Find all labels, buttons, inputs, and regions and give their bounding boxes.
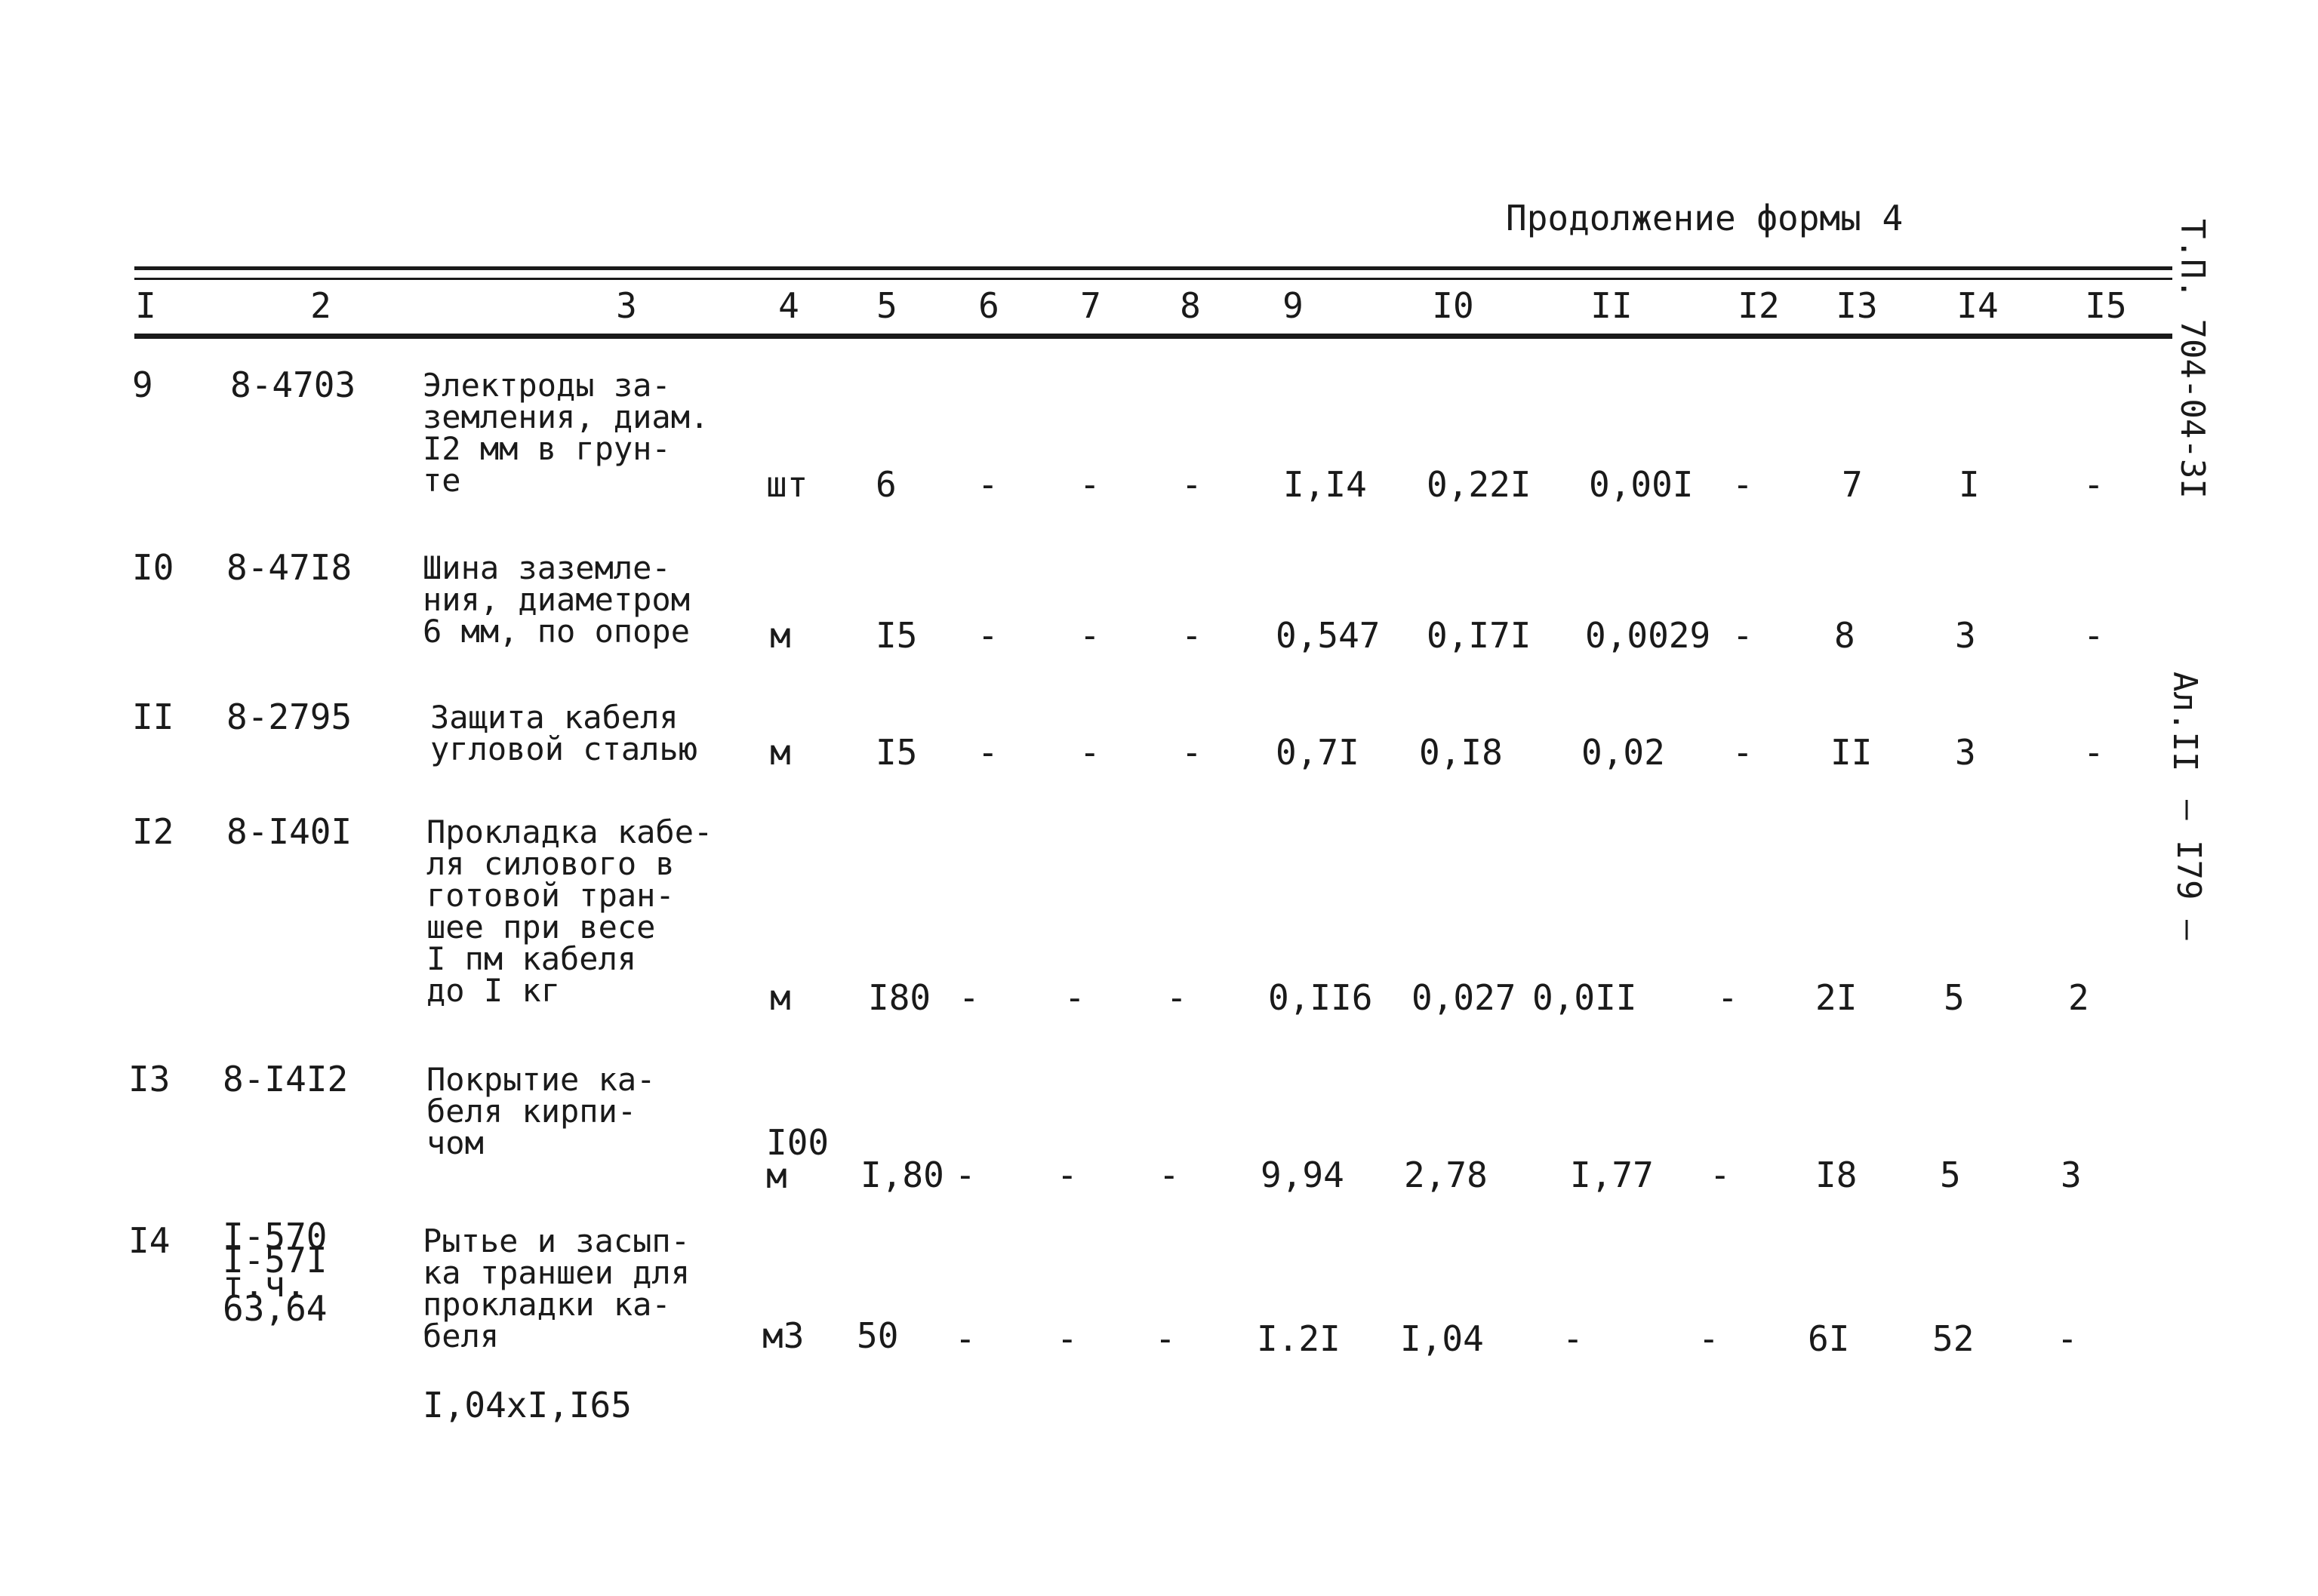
column-header: II	[1590, 285, 1633, 326]
col12-value: -	[1732, 615, 1753, 656]
col9-value: I,I4	[1283, 464, 1367, 505]
col8-value: -	[1166, 977, 1187, 1018]
column-header: I3	[1836, 285, 1878, 326]
unit: м	[770, 615, 791, 656]
work-description: Защита кабеля угловой сталью	[430, 699, 698, 767]
rate-code: 8-I40I	[226, 811, 352, 852]
col15-value: 2	[2068, 977, 2089, 1018]
col10-value: I,04	[1400, 1318, 1484, 1359]
row-number: I3	[128, 1059, 171, 1099]
column-header: 8	[1180, 285, 1201, 326]
col9-value: 0,7I	[1276, 732, 1359, 773]
quantity: I5	[876, 732, 918, 773]
column-header: I0	[1432, 285, 1474, 326]
rate-code: 8-47I8	[226, 547, 352, 588]
column-header: I	[135, 285, 156, 326]
rate-code: 8-I4I2	[223, 1059, 349, 1099]
col13-value: 6I	[1808, 1318, 1850, 1359]
col13-value: I8	[1815, 1155, 1858, 1195]
col13-value: 7	[1842, 464, 1863, 505]
column-header: 5	[876, 285, 897, 326]
col6-value: -	[955, 1155, 976, 1195]
col10-value: 0,I7I	[1427, 615, 1531, 656]
formula-note: I,04xI,I65	[423, 1385, 632, 1425]
col7-value: -	[1057, 1318, 1078, 1359]
col14-value: I	[1959, 464, 1980, 505]
col7-value: -	[1064, 977, 1085, 1018]
col9-value: 9,94	[1261, 1155, 1344, 1195]
col8-value: -	[1181, 615, 1202, 656]
side-page-number: — I79 —	[2169, 800, 2208, 940]
col12-value: -	[1732, 464, 1753, 505]
col15-value: -	[2057, 1318, 2078, 1359]
unit: м3	[762, 1315, 805, 1356]
work-description: Прокладка кабе- ля силового в готовой тран- шее при весе I пм кабеля до I кг	[426, 813, 713, 1009]
col13-value: II	[1830, 732, 1873, 773]
col7-value: -	[1079, 464, 1101, 505]
column-header: 2	[310, 285, 331, 326]
col10-value: 0,I8	[1419, 732, 1503, 773]
column-header: I5	[2085, 285, 2127, 326]
column-header: 4	[778, 285, 799, 326]
col12-value: -	[1717, 977, 1738, 1018]
unit: I00 м	[766, 1122, 830, 1196]
col11-value: I,77	[1570, 1155, 1654, 1195]
column-header: 3	[616, 285, 637, 326]
work-description: Рытье и засып- ка траншеи для прокладки ка- беля	[423, 1222, 691, 1355]
rate-code: 8-4703	[230, 364, 356, 405]
col14-value: 5	[1944, 977, 1965, 1018]
col13-value: 2I	[1815, 977, 1858, 1018]
col11-value: 0,0II	[1532, 977, 1637, 1018]
col9-value: I.2I	[1257, 1318, 1341, 1359]
col7-value: -	[1079, 615, 1101, 656]
quantity: 6	[876, 464, 897, 505]
col10-value: 2,78	[1404, 1155, 1488, 1195]
col13-value: 8	[1834, 615, 1855, 656]
quantity: I80	[868, 977, 931, 1018]
column-header: 6	[978, 285, 999, 326]
row-number: II	[132, 697, 174, 737]
header-bottom-rule	[134, 334, 2172, 339]
unit: м	[770, 732, 791, 773]
column-header: I4	[1956, 285, 1999, 326]
col12-value: -	[1710, 1155, 1731, 1195]
col6-value: -	[977, 464, 999, 505]
col12-value: -	[1698, 1318, 1719, 1359]
col8-value: -	[1181, 464, 1202, 505]
unit: шт	[766, 464, 808, 505]
column-header: I2	[1738, 285, 1780, 326]
col12-value: -	[1732, 732, 1753, 773]
column-header: 7	[1080, 285, 1101, 326]
col15-value: 3	[2061, 1155, 2082, 1195]
continuation-note: Продолжение формы 4	[1506, 198, 1904, 238]
side-album-label: Ал.II	[2166, 672, 2204, 772]
rate-code: 8-2795	[226, 697, 352, 737]
work-description: Шина заземле- ния, диаметром 6 мм, по опоре	[423, 549, 691, 650]
col7-value: -	[1079, 732, 1101, 773]
col10-value: 0,22I	[1427, 464, 1531, 505]
col11-value: 0,00I	[1589, 464, 1694, 505]
col6-value: -	[959, 977, 980, 1018]
quantity: 50	[857, 1315, 899, 1356]
col15-value: -	[2083, 464, 2104, 505]
row-number: I2	[132, 811, 174, 852]
col7-value: -	[1057, 1155, 1078, 1195]
row-number: I0	[132, 547, 174, 588]
col14-value: 5	[1940, 1155, 1961, 1195]
unit: м	[770, 977, 791, 1018]
col8-value: -	[1159, 1155, 1180, 1195]
col8-value: -	[1181, 732, 1202, 773]
quantity: I5	[876, 615, 918, 656]
work-description: Электроды за- земления, диам. I2 мм в грун- те	[423, 367, 710, 499]
col14-value: 3	[1955, 615, 1976, 656]
col10-value: 0,027	[1411, 977, 1516, 1018]
row-number: I4	[128, 1220, 171, 1261]
col6-value: -	[977, 615, 999, 656]
col15-value: -	[2083, 732, 2104, 773]
col6-value: -	[955, 1318, 976, 1359]
quantity: I,80	[860, 1155, 944, 1195]
row-number: 9	[132, 364, 153, 405]
col9-value: 0,547	[1276, 615, 1381, 656]
col14-value: 52	[1932, 1318, 1975, 1359]
column-header: 9	[1282, 285, 1304, 326]
col9-value: 0,II6	[1268, 977, 1373, 1018]
col11-value: 0,02	[1581, 732, 1665, 773]
header-top-rule	[134, 266, 2172, 270]
col14-value: 3	[1955, 732, 1976, 773]
col8-value: -	[1155, 1318, 1176, 1359]
rate-code: I-570 I-57I т.ч. 63,64	[223, 1216, 328, 1329]
col6-value: -	[977, 732, 999, 773]
work-description: Покрытие ка- беля кирпи- чом	[426, 1061, 656, 1161]
col11-value: -	[1562, 1318, 1584, 1359]
col15-value: -	[2083, 615, 2104, 656]
side-project-code: Т.П. 704-04-3I	[2173, 219, 2212, 499]
col11-value: 0,0029	[1585, 615, 1711, 656]
